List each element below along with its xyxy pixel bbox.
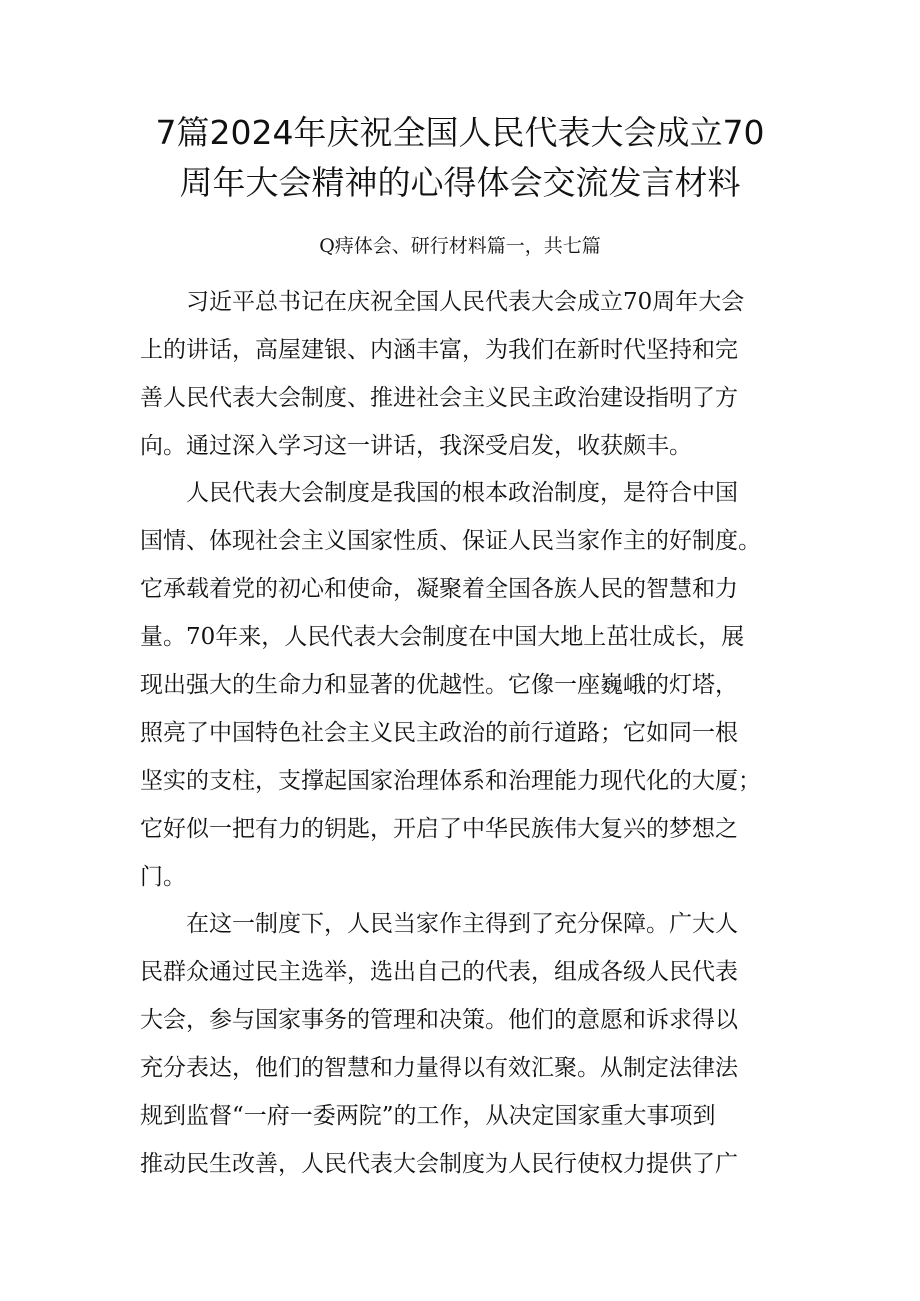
title-line: 7篇2024年庆祝全国人民代表大会成立70 xyxy=(155,113,765,152)
paragraph-line: 规到监督“一府一委两院”的工作，从决定国家重大事项到 xyxy=(140,1103,716,1129)
paragraph-line: 上的讲话，高屋建银、内涵丰富，为我们在新时代坚持和完 xyxy=(140,337,738,363)
paragraph-line: 门。 xyxy=(140,864,186,890)
paragraph xyxy=(140,278,800,470)
paragraph-line: 推动民生改善，人民代表大会制度为人民行使权力提供了广 xyxy=(140,1151,738,1177)
document-title xyxy=(0,108,920,208)
paragraph-line: 照亮了中国特色社会主义民主政治的前行道路；它如同一根 xyxy=(140,720,738,746)
paragraph-line: 人民代表大会制度是我国的根本政治制度，是符合中国 xyxy=(186,480,738,506)
paragraph-line: 坚实的支柱，支撑起国家治理体系和治理能力现代化的大厦； xyxy=(140,768,761,794)
paragraph-line: 民群众通过民主选举，选出自己的代表，组成各级人民代表 xyxy=(140,959,738,985)
title-line: 周年大会精神的心得体会交流发言材料 xyxy=(179,163,741,202)
paragraph-line: 量。70年来，人民代表大会制度在中国大地上茁壮成长，展 xyxy=(140,624,745,650)
paragraph-line: 向。通过深入学习这一讲话，我深受启发，收获颇丰。 xyxy=(140,433,692,459)
paragraph-line: 善人民代表大会制度、推进社会主义民主政治建设指明了方 xyxy=(140,385,738,411)
paragraph xyxy=(140,900,800,1188)
document-subtitle: Q痔体会、研行材料篇一，共七篇 xyxy=(319,235,601,257)
paragraph-line: 充分表达，他们的智慧和力量得以有效汇聚。从制定法律法 xyxy=(140,1055,738,1081)
paragraph xyxy=(140,469,800,901)
paragraph-line: 现出强大的生命力和显著的优越性。它像一座巍峨的灯塔， xyxy=(140,672,738,698)
paragraph-line: 它承载着党的初心和使命，凝聚着全国各族人民的智慧和力 xyxy=(140,576,738,602)
paragraph-line: 习近平总书记在庆祝全国人民代表大会成立70周年大会 xyxy=(186,289,745,315)
paragraph-line: 在这一制度下，人民当家作主得到了充分保障。广大人 xyxy=(186,911,738,937)
paragraph-line: 大会，参与国家事务的管理和决策。他们的意愿和诉求得以 xyxy=(140,1007,738,1033)
paragraph-line: 国情、体现社会主义国家性质、保证人民当家作主的好制度。 xyxy=(140,528,761,554)
paragraph-line: 它好似一把有力的钥匙，开启了中华民族伟大复兴的梦想之 xyxy=(140,816,738,842)
